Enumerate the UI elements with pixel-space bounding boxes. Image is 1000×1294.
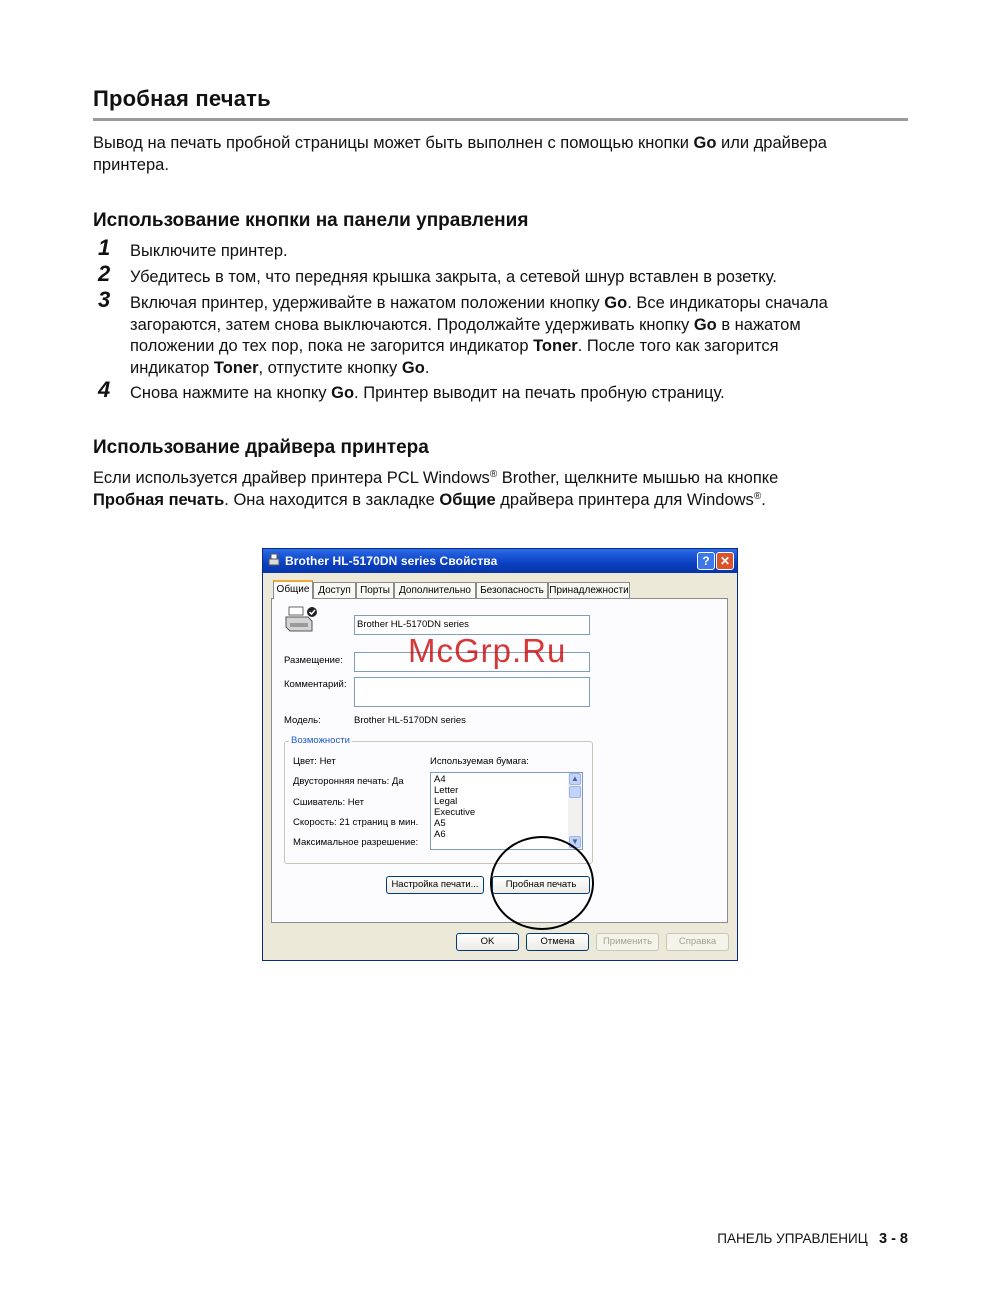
- dialog-title: Brother HL-5170DN series Свойства: [285, 554, 498, 568]
- list-item[interactable]: A4: [434, 774, 446, 785]
- intro-paragraph: [93, 133, 827, 176]
- max-resolution-feature: Максимальное разрешение:: [293, 837, 419, 848]
- list-item[interactable]: Legal: [434, 796, 458, 807]
- printer-icon: [267, 553, 281, 568]
- tab-sharing[interactable]: Доступ: [313, 582, 356, 598]
- go-keyword: Go: [693, 134, 717, 152]
- section-heading-panel: Использование кнопки на панели управления: [93, 210, 529, 231]
- driver-paragraph: Если используется драйвер принтера PCL Windows® Brother, щелкните мышью на кнопке Пробная печать. Она находится в закладке Общие драйвера принтера для Windows®.: [93, 469, 779, 509]
- section-heading-driver: Использование драйвера принтера: [93, 437, 429, 458]
- speed-feature: Скорость: 21 страниц в мин.: [293, 817, 419, 828]
- list-item[interactable]: Letter: [434, 785, 459, 796]
- step-number: 1: [98, 235, 111, 260]
- help-button[interactable]: Справка: [666, 933, 729, 951]
- step-number: 4: [98, 377, 111, 402]
- scroll-thumb[interactable]: [569, 786, 581, 798]
- comment-label: Комментарий:: [284, 679, 347, 690]
- intro-text: или драйвера: [716, 134, 827, 152]
- test-print-button[interactable]: Пробная печать: [492, 876, 590, 894]
- duplex-feature: Двусторонняя печать: Да: [293, 776, 404, 787]
- features-title: Возможности: [291, 735, 350, 746]
- list-item[interactable]: A5: [434, 818, 446, 829]
- intro-text: принтера.: [93, 155, 169, 174]
- ok-button[interactable]: OK: [456, 933, 519, 951]
- printer-name-field[interactable]: Brother HL-5170DN series: [354, 615, 590, 635]
- close-icon[interactable]: ✕: [716, 552, 734, 570]
- watermark: McGrp.Ru: [408, 632, 567, 669]
- step-text: Снова нажмите на кнопку Go. Принтер выводит на печать пробную страницу.: [130, 384, 725, 402]
- model-label: Модель:: [284, 715, 321, 726]
- step-text: Выключите принтер.: [130, 242, 288, 260]
- tab-ports[interactable]: Порты: [356, 582, 394, 598]
- staple-feature: Сшиватель: Нет: [293, 797, 364, 808]
- highlight-circle: [490, 836, 594, 930]
- help-icon[interactable]: ?: [697, 552, 715, 570]
- tab-security[interactable]: Безопасность: [476, 582, 548, 598]
- printer-large-icon: [284, 605, 318, 635]
- cancel-button[interactable]: Отмена: [526, 933, 589, 951]
- footer-section: ПАНЕЛЬ УПРАВЛЕНИЦ: [717, 1231, 868, 1246]
- step-text: Включая принтер, удерживайте в нажатом положении кнопку Go. Все индикаторы сначала загораются, затем снова выключаются. Продолжайте удерживать кнопку Go в нажатом положении до тех пор, пока не загорится индикатор Toner. После того как загорится индикатор Toner, отпустите кнопку Go.: [130, 294, 828, 377]
- printing-preferences-button[interactable]: Настройка печати...: [386, 876, 484, 894]
- tab-advanced[interactable]: Дополнительно: [394, 582, 476, 598]
- page-footer: [717, 1231, 908, 1247]
- step-number: 3: [98, 287, 111, 312]
- tab-general[interactable]: Общие: [273, 580, 313, 599]
- step-number: 2: [98, 261, 111, 286]
- intro-text: Вывод на печать пробной страницы может быть выполнен с помощью кнопки: [93, 134, 694, 152]
- paper-label: Используемая бумага:: [430, 756, 529, 767]
- location-label: Размещение:: [284, 655, 343, 666]
- list-item[interactable]: Executive: [434, 807, 476, 818]
- scroll-up-icon[interactable]: ▲: [569, 773, 581, 785]
- apply-button[interactable]: Применить: [596, 933, 659, 951]
- page-title: Пробная печать: [93, 86, 271, 111]
- comment-field[interactable]: [354, 677, 590, 707]
- scrollbar[interactable]: [568, 773, 582, 849]
- color-feature: Цвет: Нет: [293, 756, 336, 767]
- title-rule: [93, 118, 908, 121]
- scroll-down-icon[interactable]: ▼: [569, 836, 581, 848]
- tab-accessories[interactable]: Принадлежности: [548, 582, 630, 598]
- list-item[interactable]: A6: [434, 829, 446, 840]
- step-text: Убедитесь в том, что передняя крышка закрыта, а сетевой шнур вставлен в розетку.: [130, 268, 777, 286]
- dialog-titlebar: [263, 549, 737, 573]
- model-value: Brother HL-5170DN series: [354, 715, 466, 726]
- page-number: 3 - 8: [878, 1231, 908, 1247]
